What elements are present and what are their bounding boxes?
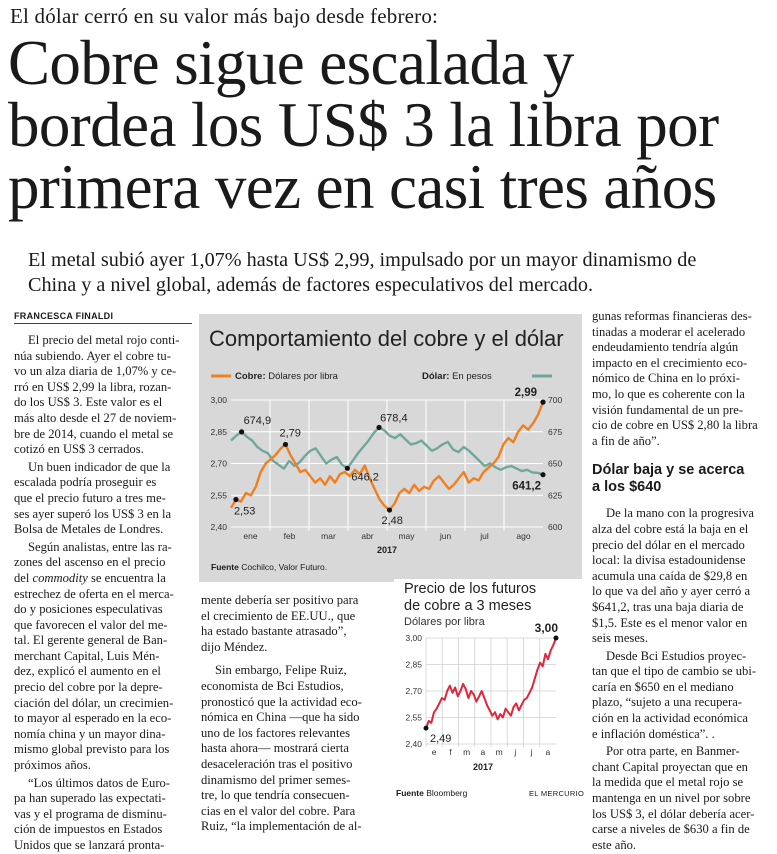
text-line: tinadas a moderar el acelerado bbox=[592, 324, 746, 339]
copper-annotation-299-label: 2,99 bbox=[514, 387, 537, 400]
text-line: do y posiciones especulativas bbox=[14, 602, 163, 617]
text-line: ciación del dólar, un crecimien- bbox=[14, 695, 174, 710]
legend-label-bold: Cobre: bbox=[235, 371, 266, 382]
text-line: De la mano con la progresiva bbox=[606, 506, 754, 521]
italic-term: commodity bbox=[32, 570, 88, 585]
x-tick-label: j bbox=[530, 747, 533, 757]
text-line: nómico de China en lo próxi- bbox=[592, 371, 740, 386]
y-tick-label-left: 2,40 bbox=[210, 522, 227, 532]
headline-line: bordea los US$ 3 la libra por bbox=[8, 90, 719, 160]
chart-title bbox=[404, 581, 536, 615]
y-tick-label-left: 2,55 bbox=[210, 490, 227, 501]
dollar-annotation-641-label: 641,2 bbox=[512, 480, 541, 493]
x-tick-label: a bbox=[545, 747, 551, 757]
text-line: $1,5. Este es el menor valor en bbox=[592, 615, 748, 630]
headline-line: primera vez en casi tres años bbox=[8, 152, 717, 222]
dollar-annotation-674-marker bbox=[239, 429, 244, 434]
paragraph bbox=[592, 309, 768, 449]
copper-annotation-253-marker bbox=[233, 497, 238, 502]
text-line: alza del cobre está la baja en el bbox=[592, 521, 749, 536]
futures-annotation-249-label: 2,49 bbox=[430, 733, 452, 746]
article-column-1 bbox=[14, 333, 192, 854]
legend-label-text: Dólares por libra bbox=[265, 371, 338, 382]
text-line: cotizó en US$ 3 cerrados. bbox=[14, 442, 144, 457]
text-line: Por otra parte, en Banmer- bbox=[606, 744, 740, 759]
copper-dollar-chart-svg bbox=[199, 314, 582, 582]
futures-annotation-300-label: 3,00 bbox=[534, 621, 558, 635]
newspaper-credit: EL MERCURIO bbox=[529, 789, 585, 798]
text-line: dez, explicó el aumento en el bbox=[14, 664, 161, 679]
legend-label-text: En pesos bbox=[449, 371, 492, 382]
text-line: acumula una caída de $29,8 en bbox=[592, 568, 748, 583]
source-text: Cochilco, Valor Futuro. bbox=[241, 562, 328, 572]
y-tick-label: 2,40 bbox=[405, 739, 422, 749]
text-line: local: la divisa estadounidense bbox=[592, 553, 746, 568]
text-line: El precio del metal rojo conti- bbox=[28, 333, 180, 347]
text-line: vo un alza diaria de 1,07% y ce- bbox=[14, 364, 177, 379]
text-line: impacto en el crecimiento eco- bbox=[592, 355, 748, 370]
text-line: plazo, “sujeto a una recupera- bbox=[592, 695, 742, 710]
y-tick-label-right: 675 bbox=[548, 426, 563, 437]
text-line: hasta ahora— mostrará cierta bbox=[201, 741, 349, 756]
text-line: mantenga en un nivel por sobre bbox=[592, 791, 751, 806]
x-tick-label: m bbox=[463, 747, 471, 757]
x-tick-label: jul bbox=[480, 531, 489, 541]
text-line: bre de 2014, cuando el metal se bbox=[14, 426, 174, 441]
chart-source bbox=[396, 788, 467, 798]
text-line: a fin de año”. bbox=[592, 433, 660, 448]
text-line: ses ayer superó los US$ 3 en la bbox=[14, 506, 172, 521]
text-line: uno de los factores relevantes bbox=[201, 725, 350, 740]
copper-annotation-248-label: 2,48 bbox=[381, 515, 403, 528]
legend-label-copper bbox=[235, 371, 339, 382]
text-line: zones del ascenso en el precio bbox=[14, 555, 166, 570]
text-line bbox=[14, 571, 192, 587]
x-tick-label: a bbox=[480, 747, 486, 757]
text-line: vas y el programa de disminu- bbox=[14, 806, 167, 821]
text-line: “Los últimos datos de Euro- bbox=[28, 775, 171, 790]
text-line: que el precio futuro a tres me- bbox=[14, 490, 166, 505]
y-tick-label-right: 625 bbox=[548, 490, 563, 501]
dollar-annotation-678-marker bbox=[376, 425, 381, 430]
text-line: lo que va del año y ayer cerró a bbox=[592, 584, 751, 599]
text-line: desaceleración tras el positivo bbox=[201, 756, 353, 771]
text-line: Según analistas, entre las ra- bbox=[28, 539, 172, 554]
paragraph bbox=[592, 744, 768, 853]
chart-source bbox=[211, 562, 327, 572]
article-column-3 bbox=[592, 309, 768, 853]
text-line: seis meses. bbox=[592, 631, 648, 646]
x-tick-label: ago bbox=[516, 531, 531, 541]
dollar-annotation-646-marker bbox=[345, 466, 350, 471]
copper-annotation-279-label: 2,79 bbox=[279, 427, 301, 440]
x-axis-label: 2017 bbox=[472, 762, 494, 772]
x-tick-label: jun bbox=[439, 531, 452, 541]
text-line: el crecimiento de EE.UU., que bbox=[201, 608, 356, 623]
x-tick-label: mar bbox=[321, 531, 336, 541]
legend-label-dollar-wrap bbox=[422, 371, 492, 382]
paragraph bbox=[592, 649, 768, 743]
text-line: la medida que el metal rojo se bbox=[592, 775, 744, 790]
y-tick-label: 2,55 bbox=[405, 712, 422, 723]
futures-annotation-300-marker bbox=[554, 636, 559, 641]
text-line: do los US$ 3. Este valor es el bbox=[14, 395, 163, 410]
text-line: gunas reformas financieras des- bbox=[592, 309, 752, 323]
text-line: Un buen indicador de que la bbox=[28, 459, 171, 474]
text-line: Desde Bci Estudios proyec- bbox=[606, 648, 747, 663]
text-line: economista de Bci Estudios, bbox=[201, 678, 344, 693]
source-text: Bloomberg bbox=[426, 788, 468, 798]
kicker: El dólar cerró en su valor más bajo desde febrero: bbox=[10, 4, 439, 28]
paragraph bbox=[14, 776, 192, 854]
text-line: e inflación doméstica”. . bbox=[592, 726, 715, 741]
text-line: tre, lo que tendría consecuen- bbox=[201, 788, 350, 803]
x-tick-label: j bbox=[514, 747, 517, 757]
text-run: del bbox=[14, 570, 33, 585]
text-line: los US$ 3, el dólar debería acer- bbox=[592, 806, 755, 821]
text-line: caría en $650 en el mediano bbox=[592, 679, 734, 694]
copper-annotation-248-marker bbox=[387, 507, 392, 512]
chart-unit: Dólares por libra bbox=[404, 616, 485, 628]
source-label: Fuente bbox=[396, 788, 424, 798]
dollar-annotation-641-marker bbox=[540, 472, 545, 477]
source-label: Fuente bbox=[211, 562, 239, 572]
subheading-line: a los $640 bbox=[592, 479, 662, 496]
y-tick-label-right: 650 bbox=[548, 458, 563, 469]
paragraph bbox=[201, 663, 387, 835]
legend-label-bold: Dólar: bbox=[422, 371, 450, 382]
dollar-annotation-674-label: 674,9 bbox=[243, 414, 272, 427]
headline bbox=[8, 28, 774, 222]
copper-annotation-253-label: 2,53 bbox=[233, 505, 256, 518]
text-line: ción de impuestos en Estados bbox=[14, 822, 163, 837]
byline-rule bbox=[14, 323, 192, 324]
chart-title-line: de cobre a 3 meses bbox=[404, 598, 532, 614]
futures-annotation-249-marker bbox=[424, 726, 429, 731]
x-tick-label: m bbox=[495, 747, 503, 757]
text-line: visión fundamental de un pre- bbox=[592, 402, 744, 417]
y-tick-label-left: 3,00 bbox=[210, 395, 227, 405]
deck-line: China y a nivel global, además de factores especulativos del mercado. bbox=[28, 274, 594, 296]
paragraph bbox=[14, 333, 192, 458]
text-line: chant Capital proyectan que en bbox=[592, 759, 748, 774]
text-line: mente debería ser positivo para bbox=[201, 593, 359, 607]
text-line: $641,2, tras una baja diaria de bbox=[592, 599, 744, 614]
copper-futures-chart bbox=[394, 579, 585, 801]
text-line: precio del cobre por la depre- bbox=[14, 680, 163, 695]
paragraph bbox=[14, 460, 192, 538]
text-line: dinamismo del primer semes- bbox=[201, 772, 351, 787]
text-line: estrechez de oferta en el merca- bbox=[14, 586, 174, 601]
x-axis-label: 2017 bbox=[376, 545, 398, 555]
text-line: núa subiendo. Ayer el cobre tu- bbox=[14, 348, 171, 363]
chart-background bbox=[199, 314, 582, 582]
text-line: nómica en China —que ha sido bbox=[201, 710, 360, 725]
y-tick-label-left: 2,85 bbox=[210, 426, 227, 437]
copper-dollar-chart bbox=[199, 314, 582, 582]
text-line: dijo Méndez. bbox=[201, 639, 268, 654]
text-line: este año. bbox=[592, 837, 637, 852]
y-tick-label: 2,70 bbox=[405, 686, 422, 696]
dollar-annotation-678-label: 678,4 bbox=[380, 412, 408, 425]
text-line: Ruiz, “la implementación de al- bbox=[201, 819, 362, 834]
text-line: próximos años. bbox=[14, 758, 91, 773]
text-line: carse a niveles de $630 a fin de bbox=[592, 822, 750, 837]
text-line: precio del dólar en el mercado bbox=[592, 537, 745, 552]
x-tick-label: may bbox=[398, 531, 415, 541]
y-tick-label: 3,00 bbox=[405, 633, 422, 643]
text-line: Bolsa de Metales de Londres. bbox=[14, 522, 164, 537]
copper-annotation-279-marker bbox=[283, 442, 288, 447]
text-line: merchant Capital, Luis Mén- bbox=[14, 648, 160, 663]
chart-title: Comportamiento del cobre y el dólar bbox=[209, 326, 564, 351]
paragraph bbox=[592, 506, 768, 646]
subheading bbox=[592, 462, 768, 496]
paragraph bbox=[201, 593, 387, 655]
text-line: mo, lo que es coherente con la bbox=[592, 386, 745, 401]
x-tick-label: abr bbox=[361, 531, 374, 541]
text-line: ción en la actividad económica bbox=[592, 711, 748, 726]
text-line: pronosticó que la actividad eco- bbox=[201, 694, 362, 709]
byline: FRANCESCA FINALDI bbox=[14, 311, 114, 321]
headline-line: Cobre sigue escalada y bbox=[8, 28, 574, 98]
text-line: más alto desde el 27 de noviem- bbox=[14, 410, 177, 425]
subheading-line: Dólar baja y se acerca bbox=[592, 462, 745, 479]
text-line: escalada podría proseguir es bbox=[14, 475, 157, 490]
text-line: to mayor al esperado en la eco- bbox=[14, 711, 172, 726]
deck-line: El metal subió ayer 1,07% hasta US$ 2,99, impulsado por un mayor dinamismo de bbox=[28, 249, 697, 271]
chart-title-line: Precio de los futuros bbox=[404, 581, 537, 597]
x-tick-label: f bbox=[449, 747, 452, 757]
deck bbox=[28, 248, 773, 298]
text-line: ha estado bastante atrasado”, bbox=[201, 624, 347, 639]
text-line: cio de cobre en US$ 2,80 la libra bbox=[592, 418, 758, 433]
text-line: tan que el tipo de cambio se ubi- bbox=[592, 664, 757, 679]
x-tick-label: ene bbox=[243, 531, 258, 541]
text-line: Unidos que se lanzará pronta- bbox=[14, 838, 165, 852]
y-tick-label-left: 2,70 bbox=[210, 458, 227, 469]
paragraph bbox=[14, 540, 192, 774]
y-tick-label-right: 600 bbox=[548, 522, 563, 532]
copper-annotation-299-marker bbox=[540, 400, 545, 405]
text-line: mismo global previsto para los bbox=[14, 742, 170, 757]
text-run: se encuentra la bbox=[87, 570, 166, 585]
text-line: endeudamiento tendría algún bbox=[592, 340, 739, 355]
text-line: Sin embargo, Felipe Ruiz, bbox=[215, 663, 347, 678]
text-line: cias en el valor del cobre. Para bbox=[201, 803, 356, 818]
text-line: rró en US$ 2,99 la libra, rozan- bbox=[14, 379, 172, 394]
article-column-2 bbox=[201, 593, 387, 835]
text-line: pa han superado las expectati- bbox=[14, 791, 166, 806]
dollar-annotation-646-label: 646,2 bbox=[351, 471, 379, 484]
text-line: tal. El gerente general de Ban- bbox=[14, 633, 168, 648]
text-line: nomía china y un mayor dina- bbox=[14, 726, 166, 741]
text-line: que favorecen el valor del me- bbox=[14, 617, 168, 632]
y-tick-label-right: 700 bbox=[548, 395, 563, 405]
x-tick-label: e bbox=[431, 747, 437, 757]
x-tick-label: feb bbox=[283, 531, 296, 541]
y-tick-label: 2,85 bbox=[405, 659, 422, 670]
